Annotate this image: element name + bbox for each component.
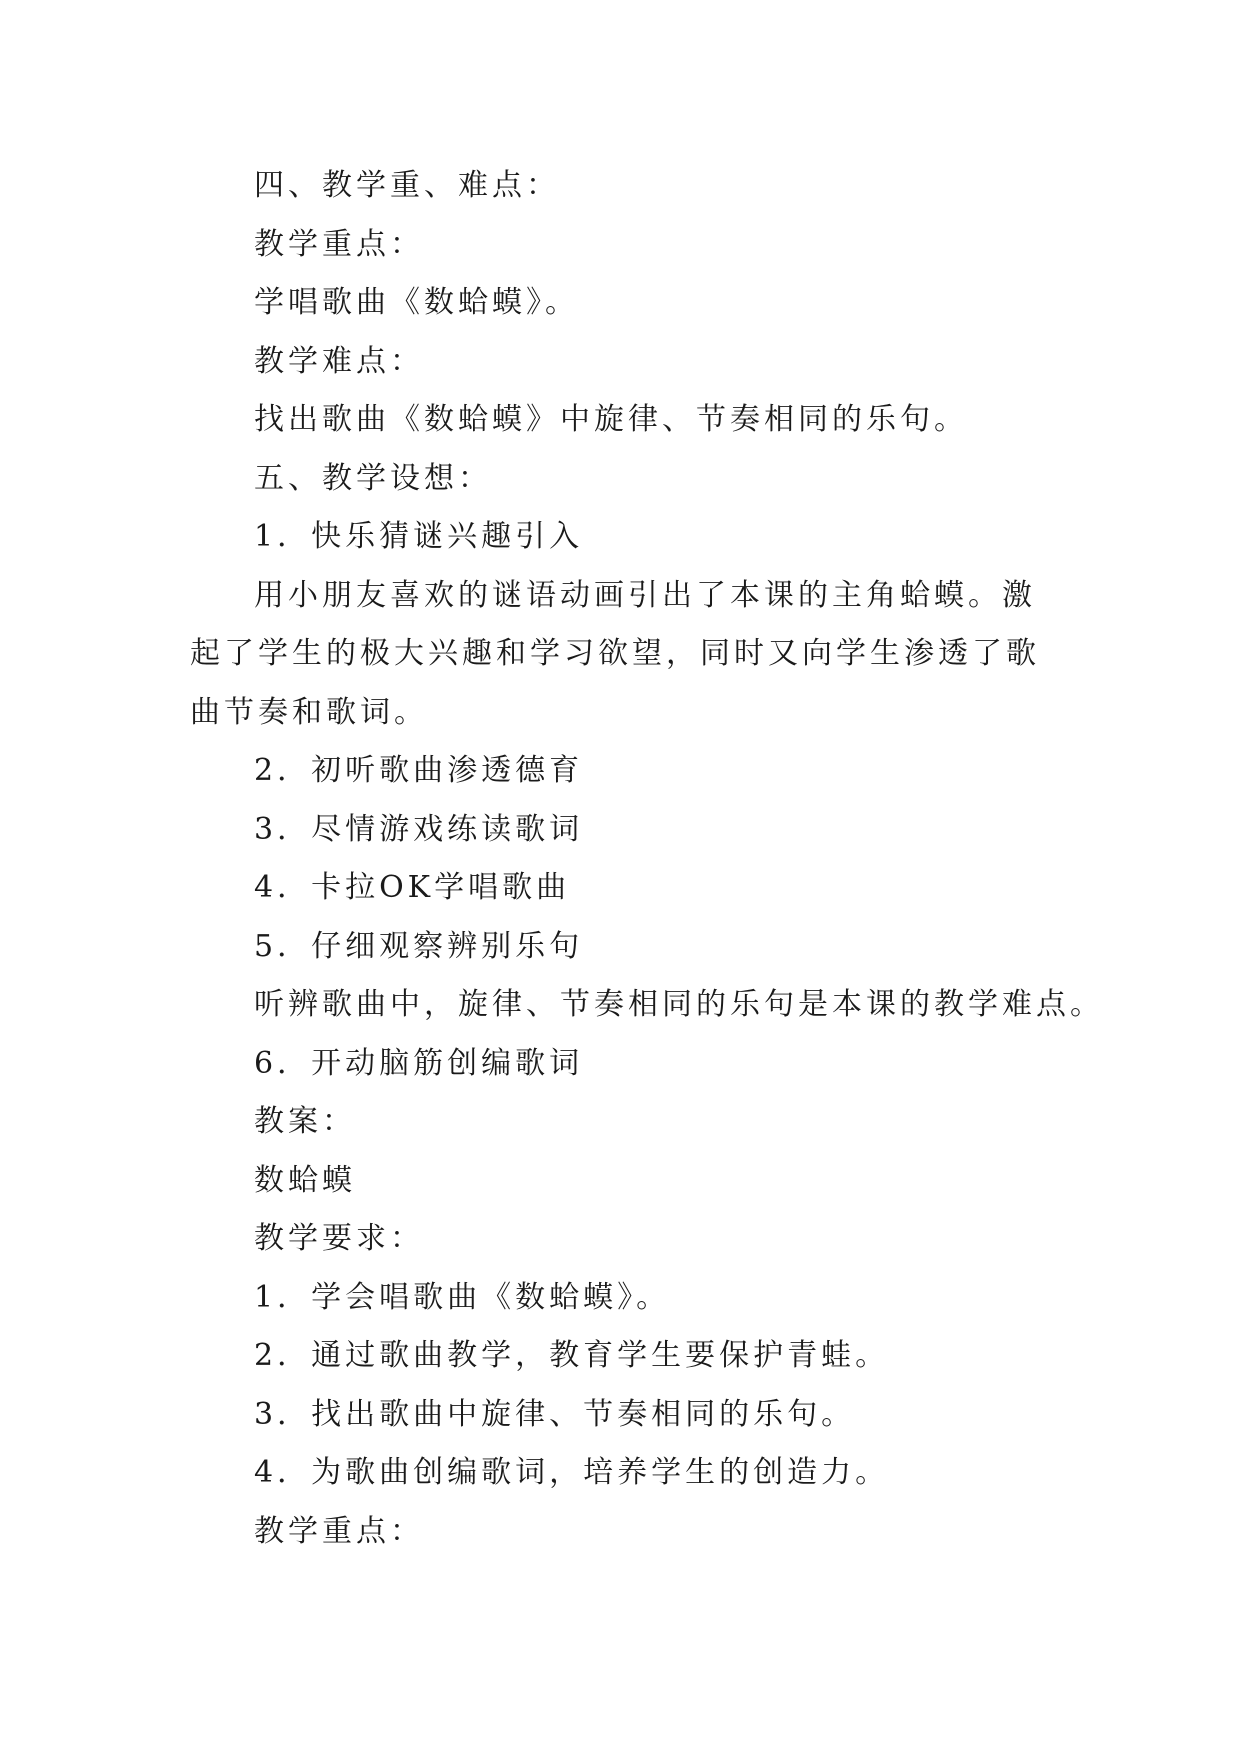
list-item: 2．初听歌曲渗透德育 — [254, 753, 584, 788]
section-heading-key-points: 四、教学重、难点： — [254, 168, 560, 203]
text-line: 听辨歌曲中，旋律、节奏相同的乐句是本课的教学难点。 — [254, 987, 1104, 1022]
list-item: 4．卡拉OK学唱歌曲 — [254, 870, 571, 905]
lesson-title: 数蛤蟆 — [254, 1162, 356, 1198]
body-paragraph: 用小朋友喜欢的谜语动画引出了本课的主角蛤蟆。激起了学生的极大兴趣和学习欲望，同时又向学生渗透了歌曲节奏和歌词。 — [190, 577, 1040, 730]
list-item: 3．找出歌曲中旋律、节奏相同的乐句。 — [254, 1396, 856, 1432]
subheading-lesson-plan: 教案： — [254, 1104, 356, 1139]
subheading-teaching-focus: 教学重点： — [254, 226, 424, 262]
subheading-teaching-requirements: 教学要求： — [254, 1221, 424, 1256]
document-body — [190, 157, 1104, 1561]
list-item: 1．快乐猜谜兴趣引入 — [254, 519, 584, 554]
list-item: 1．学会唱歌曲《数蛤蟆》。 — [254, 1279, 671, 1315]
subheading-teaching-difficulty: 教学难点： — [254, 343, 424, 379]
list-item: 4．为歌曲创编歌词，培养学生的创造力。 — [254, 1455, 890, 1490]
text-line: 学唱歌曲《数蛤蟆》。 — [254, 285, 579, 320]
subheading-teaching-focus: 教学重点： — [254, 1513, 424, 1549]
list-item: 5．仔细观察辨别乐句 — [254, 928, 584, 964]
text-line: 找出歌曲《数蛤蟆》中旋律、节奏相同的乐句。 — [254, 402, 968, 437]
list-item: 6．开动脑筋创编歌词 — [254, 1045, 584, 1081]
list-item: 3．尽情游戏练读歌词 — [254, 811, 584, 847]
list-item: 2．通过歌曲教学，教育学生要保护青蛙。 — [254, 1338, 890, 1373]
section-heading-teaching-ideas: 五、教学设想： — [254, 460, 492, 496]
